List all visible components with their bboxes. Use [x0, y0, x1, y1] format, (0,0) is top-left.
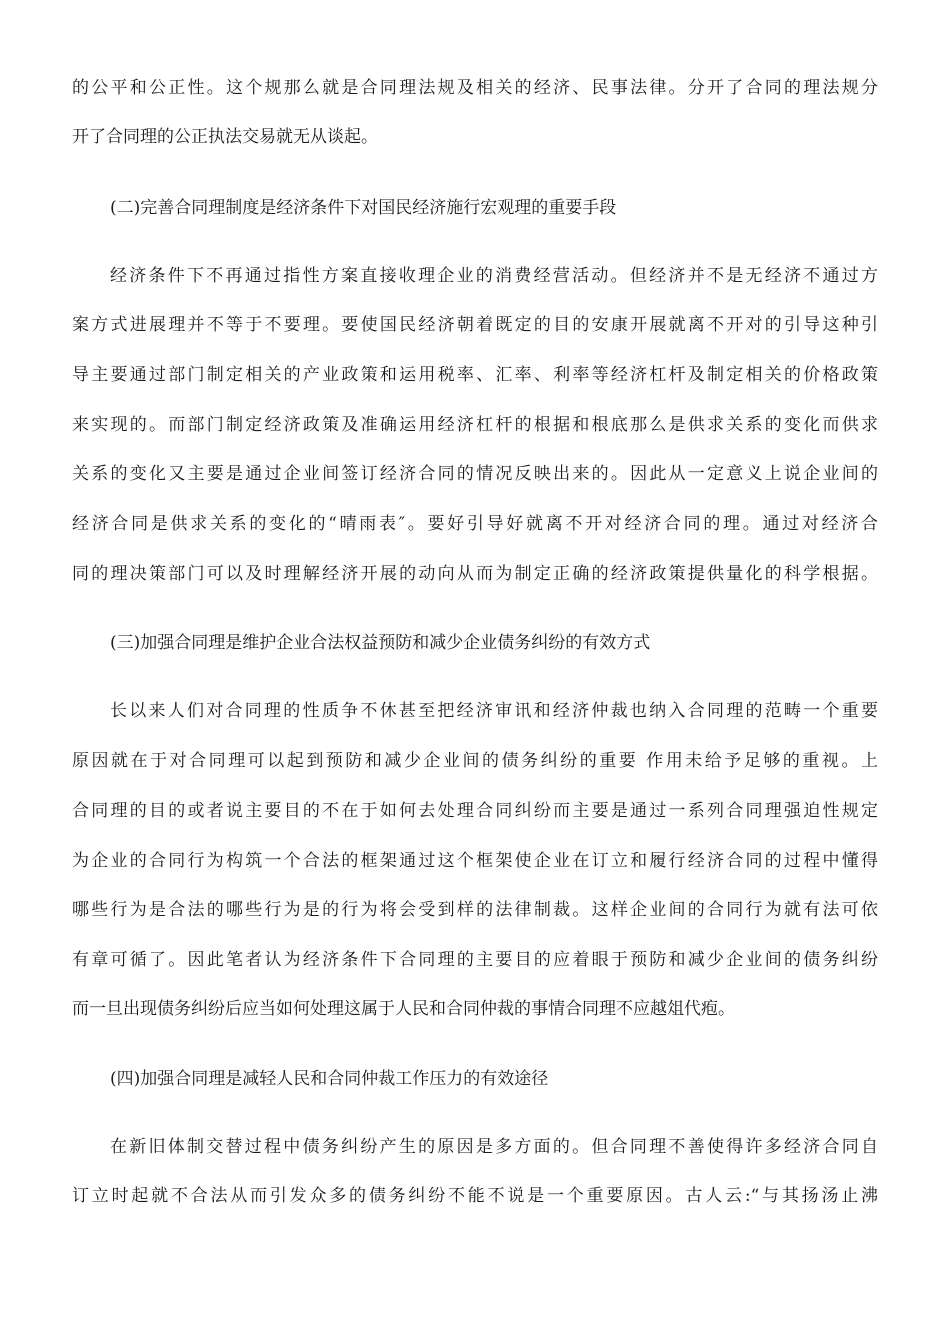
- paragraph-2-line-2: 案方式进展理并不等于不要理。要使国民经济朝着既定的目的安康开展就离不开对的引导这种引: [72, 315, 878, 335]
- paragraph-1-line-2: 开了合同理的公正执法交易就无从谈起。: [72, 127, 378, 147]
- paragraph-3-line-6: 有章可循了。因此笔者认为经济条件下合同理的主要目的应着眼于预防和减少企业间的债务纠纷: [72, 950, 878, 970]
- section-heading-3: (三)加强合同理是维护企业合法权益预防和减少企业债务纠纷的有效方式: [110, 633, 651, 653]
- section-heading-2: (二)完善合同理制度是经济条件下对国民经济施行宏观理的重要手段: [110, 198, 617, 218]
- paragraph-3-line-5: 哪些行为是合法的哪些行为是的行为将会受到样的法律制裁。这样企业间的合同行为就有法可依: [72, 900, 878, 920]
- paragraph-2-line-4: 来实现的。而部门制定经济政策及准确运用经济杠杆的根据和根底那么是供求关系的变化而供求: [72, 415, 878, 435]
- paragraph-1-line-1: 的公平和公正性。这个规那么就是合同理法规及相关的经济、民事法律。分开了合同的理法规分: [72, 78, 878, 98]
- paragraph-3-line-1: 长以来人们对合同理的性质争不休甚至把经济审讯和经济仲裁也纳入合同理的范畴一个重要: [110, 701, 878, 721]
- section-heading-4: (四)加强合同理是减轻人民和合同仲裁工作压力的有效途径: [110, 1069, 549, 1089]
- paragraph-2-line-7: 同的理决策部门可以及时理解经济开展的动向从而为制定正确的经济政策提供量化的科学根据。: [72, 564, 878, 584]
- paragraph-2-line-1: 经济条件下不再通过指性方案直接收理企业的消费经营活动。但经济并不是无经济不通过方: [110, 266, 878, 286]
- paragraph-4-line-1: 在新旧体制交替过程中债务纠纷产生的原因是多方面的。但合同理不善使得许多经济合同自: [110, 1137, 878, 1157]
- paragraph-4-line-2: 订立时起就不合法从而引发众多的债务纠纷不能不说是一个重要原因。古人云:“与其扬汤止沸: [72, 1186, 878, 1206]
- paragraph-3-line-7: 而一旦出现债务纠纷后应当如何处理这属于人民和合同仲裁的事情合同理不应越俎代疱。: [72, 999, 735, 1019]
- paragraph-2-line-3: 导主要通过部门制定相关的产业政策和运用税率、汇率、利率等经济杠杆及制定相关的价格政策: [72, 365, 878, 385]
- paragraph-3-line-3: 合同理的目的或者说主要目的不在于如何去处理合同纠纷而主要是通过一系列合同理强迫性规定: [72, 801, 878, 821]
- paragraph-3-line-2: 原因就在于对合同理可以起到预防和减少企业间的债务纠纷的重要 作用未给予足够的重视。上: [72, 751, 878, 771]
- paragraph-2-line-6: 经济合同是供求关系的变化的“晴雨表″。要好引导好就离不开对经济合同的理。通过对经济合: [72, 514, 878, 534]
- paragraph-3-line-4: 为企业的合同行为构筑一个合法的框架通过这个框架使企业在订立和履行经济合同的过程中懂得: [72, 851, 878, 871]
- paragraph-2-line-5: 关系的变化又主要是通过企业间签订经济合同的情况反映出来的。因此从一定意义上说企业间的: [72, 464, 878, 484]
